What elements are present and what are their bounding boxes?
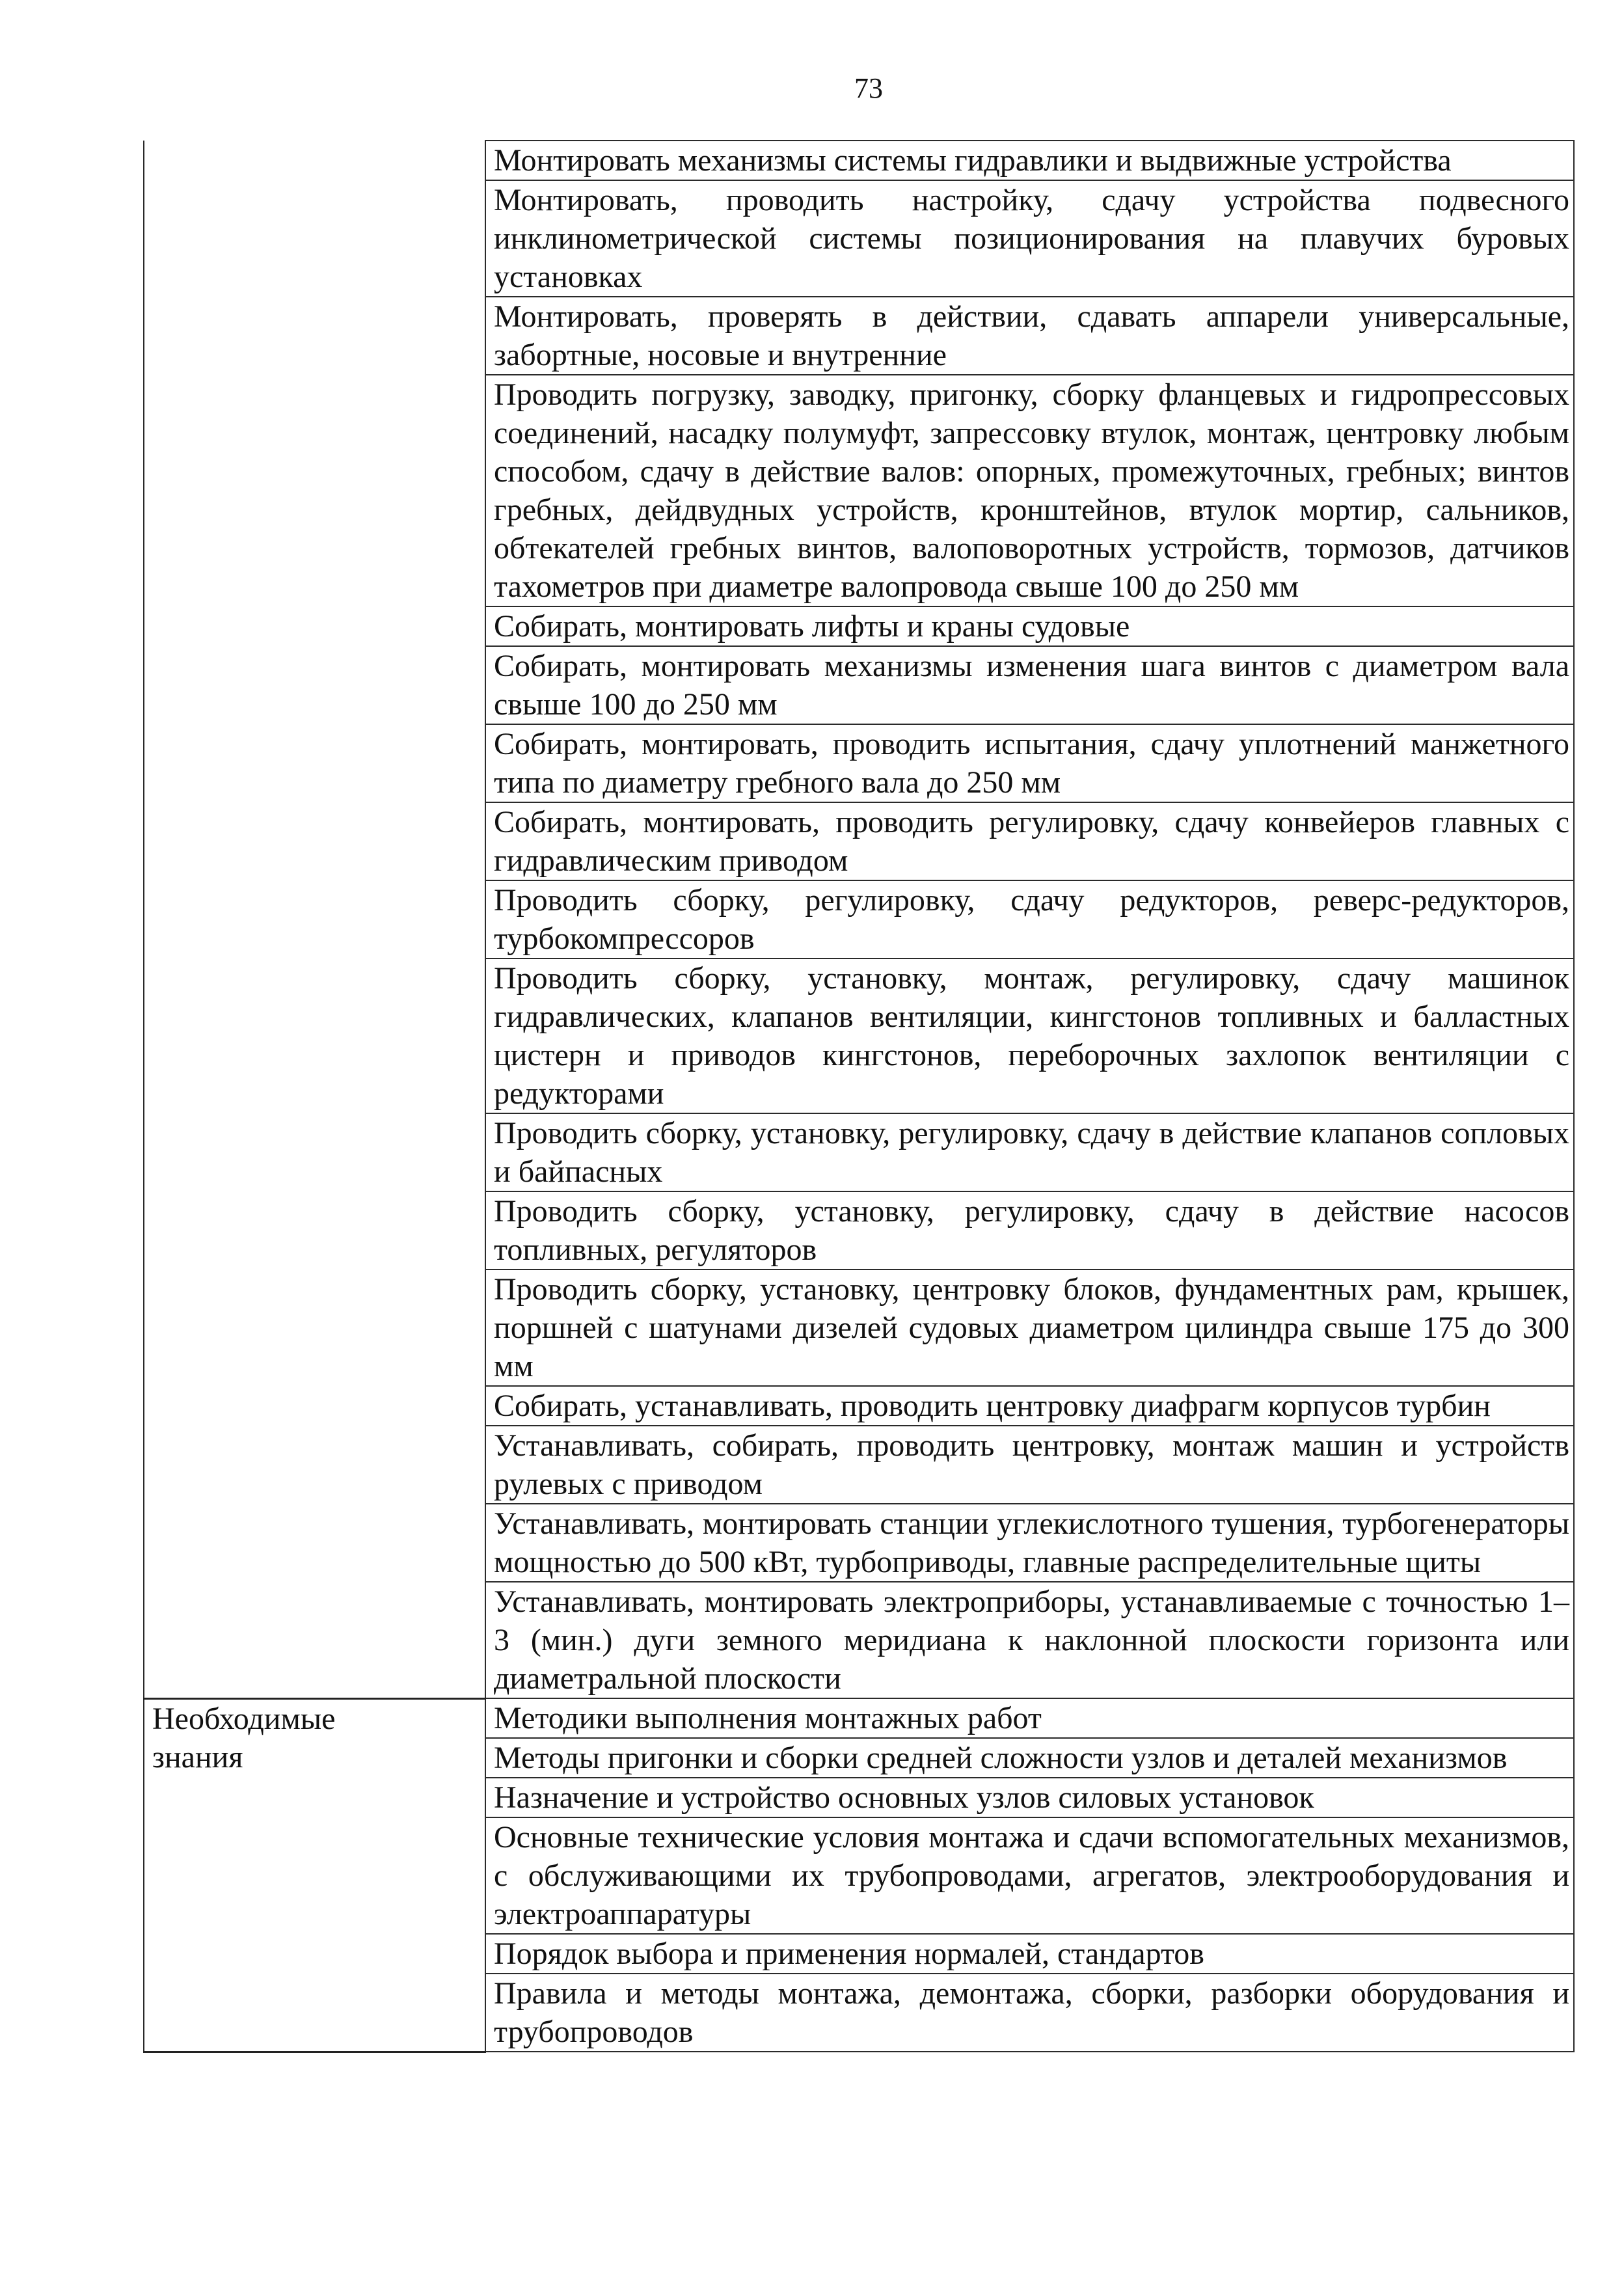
skill-item: Проводить погрузку, заводку, пригонку, сборку фланцевых и гидропрессовых соединений, насадку полумуфт, запрессовку втулок, монтаж, центровку любым способом, сдачу в действие валов: опорных, промежуточных, гребных; винтов гребных, дейдвудных устройств, кронштейнов, втулок мортир, сальников, обтекателей гребных винтов, валоповоротных устройств, тормозов, датчиков тахометров при диаметре валопровода свыше 100 до 250 мм xyxy=(485,375,1574,606)
knowledge-item: Порядок выбора и применения нормалей, стандартов xyxy=(485,1934,1574,1974)
skill-item: Проводить сборку, регулировку, сдачу редукторов, реверс-редукторов, турбокомпрессоров xyxy=(485,880,1574,958)
skill-item: Собирать, устанавливать, проводить центровку диафрагм корпусов турбин xyxy=(485,1386,1574,1426)
skill-item: Проводить сборку, установку, регулировку, сдачу в действие клапанов сопловых и байпасных xyxy=(485,1113,1574,1191)
skill-item: Собирать, монтировать механизмы изменения шага винтов с диаметром вала свыше 100 до 250 мм xyxy=(485,646,1574,724)
knowledge-label-line1: Необходимые xyxy=(152,1701,336,1736)
table-row xyxy=(144,1698,1574,1738)
page-number: 73 xyxy=(854,72,883,104)
skill-item: Собирать, монтировать, проводить регулировку, сдачу конвейеров главных с гидравлическим приводом xyxy=(485,802,1574,880)
skill-item: Проводить сборку, установку, центровку блоков, фундаментных рам, крышек, поршней с шатунами дизелей судовых диаметром цилиндра свыше 175 до 300 мм xyxy=(485,1270,1574,1386)
skill-item: Собирать, монтировать, проводить испытания, сдачу уплотнений манжетного типа по диаметру гребного вала до 250 мм xyxy=(485,724,1574,802)
knowledge-item: Назначение и устройство основных узлов силовых установок xyxy=(485,1778,1574,1817)
skill-item: Собирать, монтировать лифты и краны судовые xyxy=(485,606,1574,646)
skill-item: Проводить сборку, установку, монтаж, регулировку, сдачу машинок гидравлических, клапанов вентиляции, кингстонов топливных и балластных цистерн и приводов кингстонов, переборочных захлопок вентиляции с редукторами xyxy=(485,958,1574,1113)
skill-item: Устанавливать, монтировать станции углекислотного тушения, турбогенераторы мощностью до 500 кВт, турбоприводы, главные распределительные щиты xyxy=(485,1504,1574,1582)
table-row xyxy=(144,141,1574,180)
skill-item: Монтировать, проводить настройку, сдачу устройства подвесного инклинометрической системы позиционирования на плавучих буровых установках xyxy=(485,180,1574,297)
skill-item: Монтировать механизмы системы гидравлики и выдвижные устройства xyxy=(485,141,1574,180)
skill-item: Проводить сборку, установку, регулировку, сдачу в действие насосов топливных, регуляторов xyxy=(485,1191,1574,1270)
skill-item: Устанавливать, собирать, проводить центровку, монтаж машин и устройств рулевых с приводом xyxy=(485,1426,1574,1504)
skill-item: Монтировать, проверять в действии, сдавать аппарели универсальные, забортные, носовые и внутренние xyxy=(485,297,1574,375)
knowledge-item: Правила и методы монтажа, демонтажа, сборки, разборки оборудования и трубопроводов xyxy=(485,1974,1574,2052)
knowledge-item: Основные технические условия монтажа и сдачи вспомогательных механизмов, с обслуживающими их трубопроводами, агрегатов, электрооборудования и электроаппаратуры xyxy=(485,1817,1574,1934)
knowledge-item: Методики выполнения монтажных работ xyxy=(485,1698,1574,1738)
skill-item: Устанавливать, монтировать электроприборы, устанавливаемые с точностью 1–3 (мин.) дуги земного меридиана к наклонной плоскости горизонта или диаметральной плоскости xyxy=(485,1582,1574,1698)
knowledge-item: Методы пригонки и сборки средней сложности узлов и деталей механизмов xyxy=(485,1738,1574,1778)
knowledge-label-cell xyxy=(144,1698,485,2052)
skills-label-cell xyxy=(144,141,485,1698)
competency-table xyxy=(143,140,1575,2053)
knowledge-label-line2: знания xyxy=(152,1739,243,1774)
